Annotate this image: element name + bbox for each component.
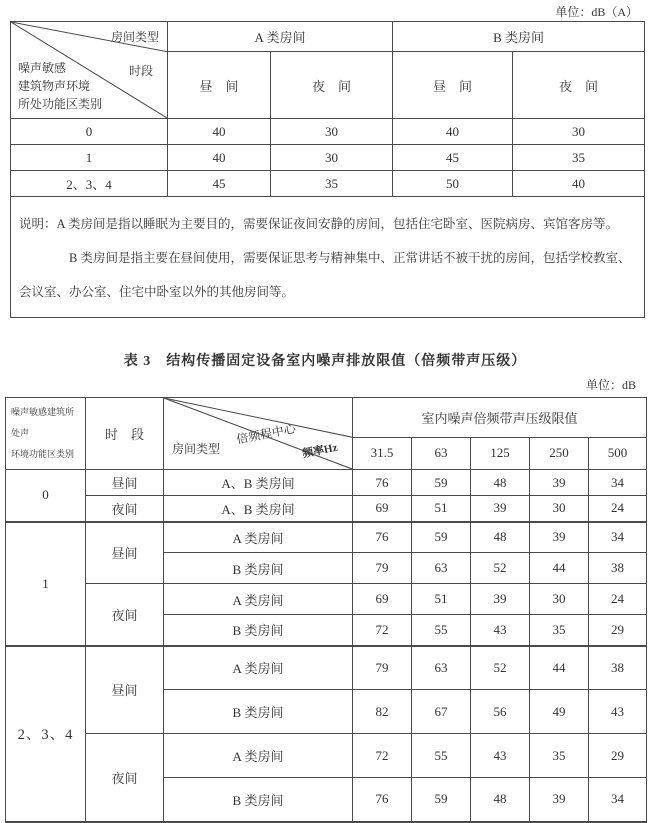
value-cell: 69 [353, 584, 412, 615]
value-cell: 45 [393, 145, 513, 171]
value-cell: 39 [471, 584, 530, 615]
value-cell: 59 [412, 522, 471, 553]
area-label: 1 [11, 145, 168, 171]
value-cell: 48 [471, 778, 530, 822]
corner-label-line2: 建筑物声环境 [18, 79, 91, 93]
area-label: 0 [6, 470, 86, 522]
value-cell: 79 [353, 646, 412, 690]
value-cell: 82 [353, 690, 412, 734]
room-label: A、B 类房间 [164, 470, 353, 496]
room-label: B 类房间 [164, 690, 353, 734]
header-function-area-cell [6, 398, 86, 470]
freq-header-250: 250 [530, 437, 589, 469]
value-cell: 44 [530, 553, 589, 584]
table-row [6, 398, 647, 438]
period-label: 夜间 [86, 496, 164, 522]
value-cell: 34 [589, 522, 647, 553]
period-label: 夜间 [86, 584, 164, 646]
value-cell: 51 [412, 584, 471, 615]
value-cell: 52 [471, 646, 530, 690]
room-label: B 类房间 [164, 778, 353, 822]
table-row [11, 119, 645, 145]
value-cell: 69 [353, 496, 412, 522]
corner-label-room-type: 房间类型 [172, 442, 221, 456]
value-cell: 29 [589, 615, 647, 646]
value-cell: 30 [271, 145, 393, 171]
header-period-day-a: 昼 间 [168, 52, 271, 119]
value-cell: 72 [353, 615, 412, 646]
table-row [6, 734, 647, 778]
value-cell: 40 [513, 171, 645, 197]
table-row [11, 171, 645, 197]
table-row [11, 197, 645, 318]
freq-header-31-5: 31.5 [353, 437, 412, 469]
value-cell: 56 [471, 690, 530, 734]
header-room-group-b: B 类房间 [393, 22, 645, 52]
value-cell: 72 [353, 734, 412, 778]
table-row [6, 522, 647, 553]
room-label: A 类房间 [164, 522, 353, 553]
value-cell: 34 [589, 778, 647, 822]
value-cell: 35 [271, 171, 393, 197]
area-label: 2、3、4 [6, 646, 86, 822]
value-cell: 38 [589, 646, 647, 690]
table1-room-noise-limits [10, 21, 645, 318]
value-cell: 51 [412, 496, 471, 522]
value-cell: 30 [530, 496, 589, 522]
room-label: A 类房间 [164, 584, 353, 615]
value-cell: 40 [168, 119, 271, 145]
header-limits-span: 室内噪声倍频带声压级限值 [353, 398, 647, 438]
note-paragraph-1: 说明：A 类房间是指以睡眠为主要目的，需要保证夜间安静的房间，包括住宅卧室、医院病房、宾馆客房等。 [19, 217, 618, 231]
value-cell: 43 [471, 615, 530, 646]
note-paragraph-2: B 类房间是指主要在昼间使用，需要保证思考与精神集中、正常讲话不被干扰的房间，包括学校教室、会议室、办公室、住宅中卧室以外的其他房间等。 [19, 251, 631, 299]
value-cell: 39 [530, 522, 589, 553]
value-cell: 48 [471, 470, 530, 496]
value-cell: 35 [530, 615, 589, 646]
period-label: 昼间 [86, 522, 164, 584]
function-area-line1: 噪声敏感建筑所处声 [11, 407, 75, 438]
table-row [6, 470, 647, 496]
corner-label-octave-center: 倍频程中心 [235, 421, 297, 447]
value-cell: 45 [168, 171, 271, 197]
table-row [6, 496, 647, 522]
table-row [11, 22, 645, 52]
value-cell: 30 [271, 119, 393, 145]
freq-header-500: 500 [589, 437, 647, 469]
value-cell: 76 [353, 522, 412, 553]
value-cell: 59 [412, 778, 471, 822]
corner-label-room-type: 房间类型 [110, 30, 159, 44]
corner-label-line1: 噪声敏感 [18, 61, 67, 75]
period-label: 昼间 [86, 470, 164, 496]
period-label: 昼间 [86, 646, 164, 734]
room-label: A 类房间 [164, 646, 353, 690]
period-label: 夜间 [86, 734, 164, 822]
value-cell: 79 [353, 553, 412, 584]
table3-corner-header-cell [164, 398, 353, 470]
freq-header-125: 125 [471, 437, 530, 469]
value-cell: 49 [530, 690, 589, 734]
value-cell: 30 [513, 119, 645, 145]
room-label: B 类房间 [164, 615, 353, 646]
header-room-group-a: A 类房间 [168, 22, 393, 52]
value-cell: 63 [412, 646, 471, 690]
header-period: 时 段 [86, 398, 164, 470]
value-cell: 48 [471, 522, 530, 553]
value-cell: 40 [168, 145, 271, 171]
table-row [6, 646, 647, 690]
table1-unit-label: 单位：dB（A） [555, 5, 638, 19]
value-cell: 39 [471, 496, 530, 522]
table-row [11, 145, 645, 171]
value-cell: 30 [530, 584, 589, 615]
value-cell: 40 [393, 119, 513, 145]
table3-unit-label: 单位：dB [585, 378, 636, 392]
table3-structure-borne-noise-limits [5, 397, 647, 823]
table1-corner-header-cell [11, 22, 168, 119]
value-cell: 35 [513, 145, 645, 171]
value-cell: 59 [412, 470, 471, 496]
table3-title: 表 3 结构传播固定设备室内噪声排放限值（倍频带声压级） [123, 354, 527, 369]
value-cell: 43 [589, 690, 647, 734]
value-cell: 24 [589, 496, 647, 522]
value-cell: 38 [589, 553, 647, 584]
table-row [6, 584, 647, 615]
corner-label-period: 时段 [128, 64, 153, 78]
room-label: A 类房间 [164, 734, 353, 778]
corner-label-frequency-hz: 频率Hz [301, 441, 339, 461]
room-label: B 类房间 [164, 553, 353, 584]
value-cell: 34 [589, 470, 647, 496]
value-cell: 67 [412, 690, 471, 734]
area-label: 1 [6, 522, 86, 646]
value-cell: 43 [471, 734, 530, 778]
value-cell: 76 [353, 470, 412, 496]
value-cell: 55 [412, 615, 471, 646]
value-cell: 29 [589, 734, 647, 778]
function-area-line2: 环境功能区类别 [11, 449, 75, 459]
table1-note-cell [11, 197, 645, 318]
corner-label-function-area [18, 59, 102, 113]
room-label: A、B 类房间 [164, 496, 353, 522]
freq-header-63: 63 [412, 437, 471, 469]
value-cell: 24 [589, 584, 647, 615]
value-cell: 63 [412, 553, 471, 584]
value-cell: 52 [471, 553, 530, 584]
header-period-night-a: 夜 间 [271, 52, 393, 119]
area-label: 0 [11, 119, 168, 145]
corner-label-line3: 所处功能区类别 [18, 97, 103, 111]
value-cell: 39 [530, 470, 589, 496]
value-cell: 50 [393, 171, 513, 197]
value-cell: 44 [530, 646, 589, 690]
value-cell: 55 [412, 734, 471, 778]
header-period-day-b: 昼 间 [393, 52, 513, 119]
header-period-night-b: 夜 间 [513, 52, 645, 119]
value-cell: 76 [353, 778, 412, 822]
value-cell: 39 [530, 778, 589, 822]
area-label: 2、3、4 [11, 171, 168, 197]
value-cell: 35 [530, 734, 589, 778]
